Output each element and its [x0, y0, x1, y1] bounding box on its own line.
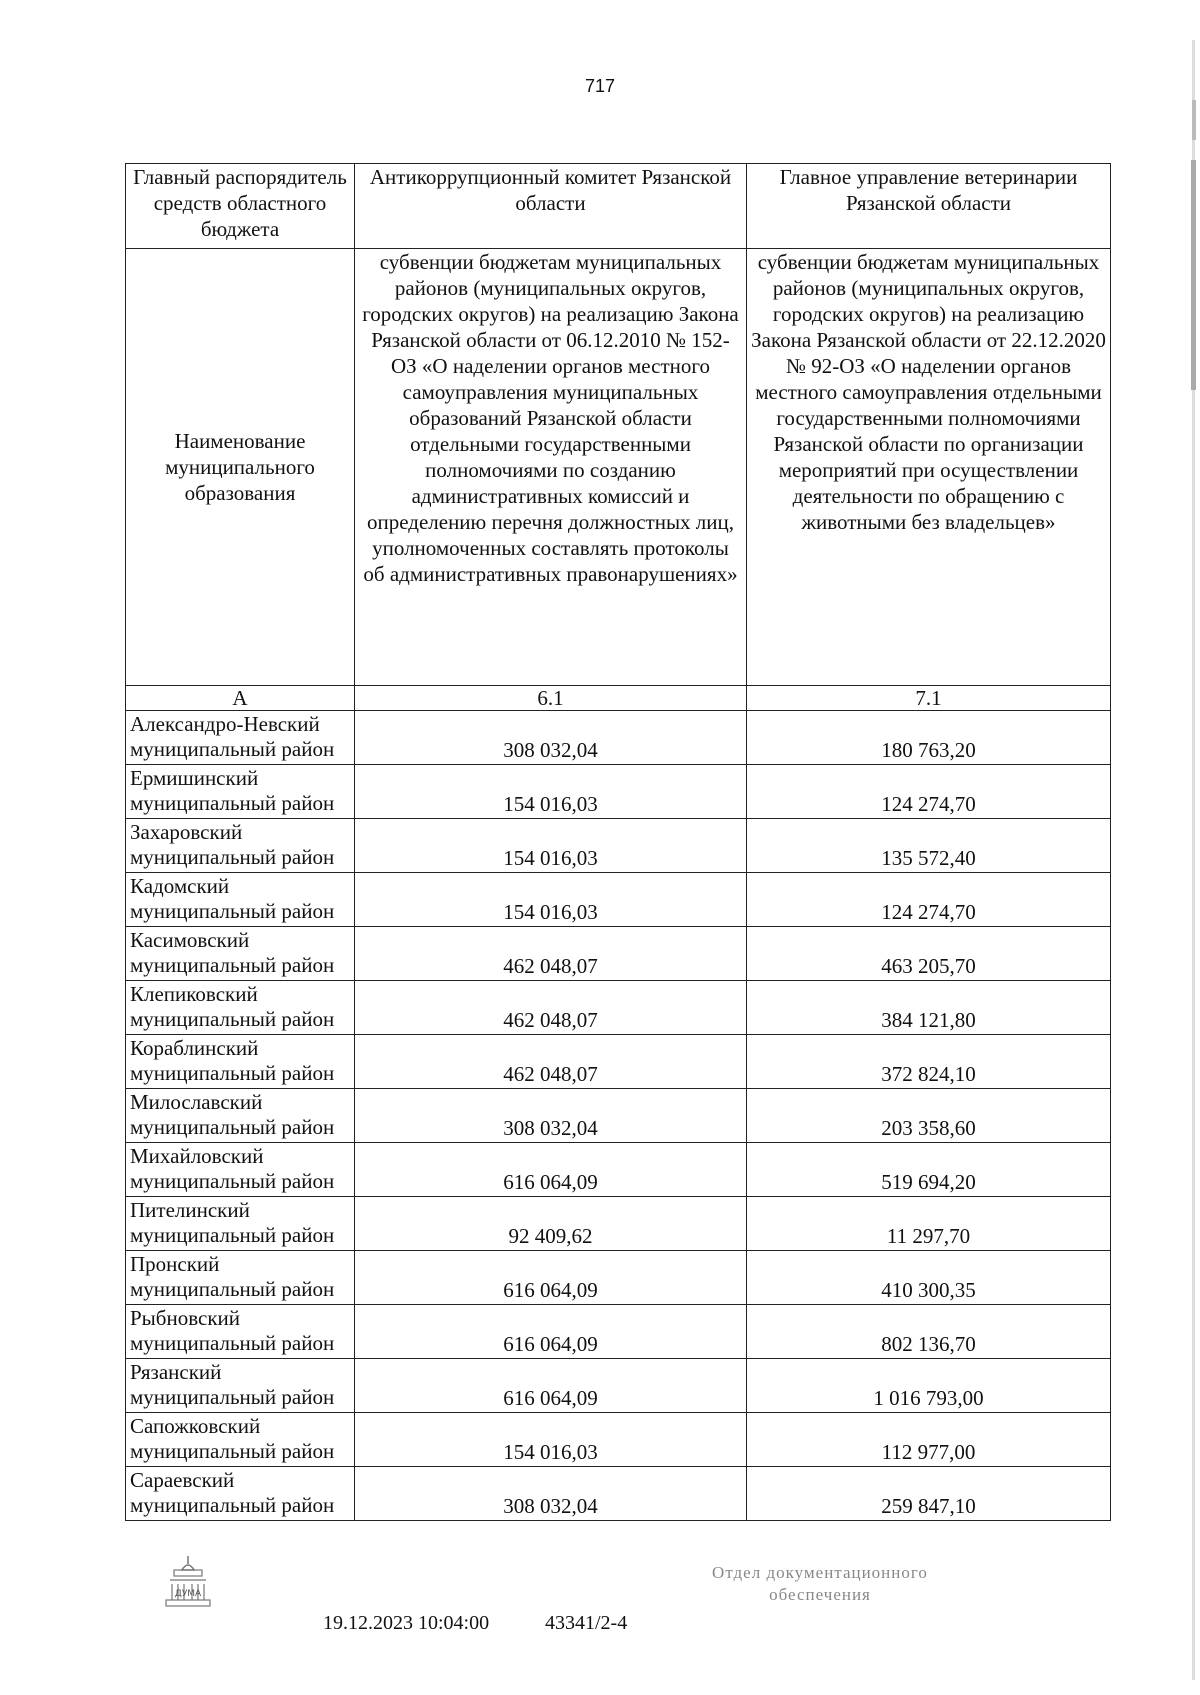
anticorruption-amount-cell: 308 032,04: [355, 1467, 747, 1521]
veterinary-amount-cell: 259 847,10: [747, 1467, 1111, 1521]
municipality-name-cell: Касимовский муниципальный район: [126, 927, 355, 981]
duma-logo-icon: [160, 1550, 216, 1614]
veterinary-amount-cell: 124 274,70: [747, 873, 1111, 927]
table-row: [126, 819, 1111, 873]
table-row: [126, 1305, 1111, 1359]
index-cell-a: А: [126, 686, 355, 711]
table-row: [126, 1197, 1111, 1251]
veterinary-amount-cell: 1 016 793,00: [747, 1359, 1111, 1413]
scan-edge-artifact: [1186, 0, 1200, 1695]
veterinary-amount-cell: 410 300,35: [747, 1251, 1111, 1305]
anticorruption-amount-cell: 462 048,07: [355, 1035, 747, 1089]
veterinary-amount-cell: 180 763,20: [747, 711, 1111, 765]
municipality-name-cell: Пронский муниципальный район: [126, 1251, 355, 1305]
veterinary-amount-cell: 463 205,70: [747, 927, 1111, 981]
municipality-name-cell: Сапожковский муниципальный район: [126, 1413, 355, 1467]
description-cell-subvention-92: субвенции бюджетам муниципальных районов (муниципальных округов, городских округов) на реализацию Закона Рязанской области от 22.12.2020 № 92-ОЗ «О наделении органов местного самоуправления отдельными государственными полномочиями Рязанской области по организации мероприятий при осуществлении деятельности по обращению с животными без владельцев»: [747, 249, 1111, 686]
table-row: [126, 1251, 1111, 1305]
footer-doc-code: 43341/2-4: [545, 1612, 628, 1634]
table-row: [126, 1035, 1111, 1089]
table-row: [126, 765, 1111, 819]
veterinary-amount-cell: 112 977,00: [747, 1413, 1111, 1467]
table-row: [126, 873, 1111, 927]
table-header-row: [126, 164, 1111, 249]
duma-logo-text: ДУМА: [174, 1589, 202, 1599]
veterinary-amount-cell: 203 358,60: [747, 1089, 1111, 1143]
header-cell-veterinary: Главное управление ветеринарии Рязанской области: [747, 164, 1111, 249]
municipality-name-cell: Александро-Невский муниципальный район: [126, 711, 355, 765]
anticorruption-amount-cell: 308 032,04: [355, 711, 747, 765]
table-row: [126, 1413, 1111, 1467]
header-cell-anticorruption: Антикоррупционный комитет Рязанской области: [355, 164, 747, 249]
table-row: [126, 927, 1111, 981]
page-number: 717: [584, 76, 616, 96]
table-row: [126, 981, 1111, 1035]
anticorruption-amount-cell: 154 016,03: [355, 819, 747, 873]
municipality-name-cell: Кораблинский муниципальный район: [126, 1035, 355, 1089]
municipality-name-cell: Пителинский муниципальный район: [126, 1197, 355, 1251]
municipality-name-cell: Рыбновский муниципальный район: [126, 1305, 355, 1359]
anticorruption-amount-cell: 616 064,09: [355, 1251, 747, 1305]
municipality-name-cell: Захаровский муниципальный район: [126, 819, 355, 873]
index-cell-7-1: 7.1: [747, 686, 1111, 711]
anticorruption-amount-cell: 616 064,09: [355, 1305, 747, 1359]
anticorruption-amount-cell: 92 409,62: [355, 1197, 747, 1251]
table-description-row: [126, 249, 1111, 686]
municipality-name-cell: Сараевский муниципальный район: [126, 1467, 355, 1521]
description-cell-subvention-152: субвенции бюджетам муниципальных районов (муниципальных округов, городских округов) на реализацию Закона Рязанской области от 06.12.2010 № 152-ОЗ «О наделении органов местного самоуправления муниципальных образований Рязанской области отдельными государственными полномочиями по созданию административных комиссий и определению перечня должностных лиц, уполномоченных составлять протоколы об административных правонарушениях»: [355, 249, 747, 686]
department-stamp: [700, 1562, 940, 1606]
municipality-name-cell: Милославский муниципальный район: [126, 1089, 355, 1143]
anticorruption-amount-cell: 462 048,07: [355, 981, 747, 1035]
municipality-name-cell: Кадомский муниципальный район: [126, 873, 355, 927]
budget-table: [125, 163, 1111, 1521]
index-cell-6-1: 6.1: [355, 686, 747, 711]
anticorruption-amount-cell: 616 064,09: [355, 1143, 747, 1197]
table-row: [126, 1089, 1111, 1143]
stamp-line-2: обеспечения: [769, 1585, 871, 1604]
anticorruption-amount-cell: 154 016,03: [355, 1413, 747, 1467]
municipality-name-cell: Ермишинский муниципальный район: [126, 765, 355, 819]
table-row: [126, 1143, 1111, 1197]
municipality-name-cell: Рязанский муниципальный район: [126, 1359, 355, 1413]
footer-datetime: 19.12.2023 10:04:00: [323, 1612, 490, 1634]
stamp-line-1: Отдел документационного: [712, 1563, 928, 1582]
veterinary-amount-cell: 802 136,70: [747, 1305, 1111, 1359]
header-cell-distributor: Главный распорядитель средств областного бюджета: [126, 164, 355, 249]
table-index-row: [126, 686, 1111, 711]
table-row: [126, 1359, 1111, 1413]
table-row: [126, 711, 1111, 765]
municipality-name-cell: Михайловский муниципальный район: [126, 1143, 355, 1197]
anticorruption-amount-cell: 462 048,07: [355, 927, 747, 981]
anticorruption-amount-cell: 308 032,04: [355, 1089, 747, 1143]
municipality-name-cell: Клепиковский муниципальный район: [126, 981, 355, 1035]
anticorruption-amount-cell: 616 064,09: [355, 1359, 747, 1413]
veterinary-amount-cell: 135 572,40: [747, 819, 1111, 873]
anticorruption-amount-cell: 154 016,03: [355, 765, 747, 819]
table-row: [126, 1467, 1111, 1521]
anticorruption-amount-cell: 154 016,03: [355, 873, 747, 927]
veterinary-amount-cell: 519 694,20: [747, 1143, 1111, 1197]
veterinary-amount-cell: 124 274,70: [747, 765, 1111, 819]
veterinary-amount-cell: 372 824,10: [747, 1035, 1111, 1089]
description-cell-municipality: Наименование муниципального образования: [126, 249, 355, 686]
veterinary-amount-cell: 384 121,80: [747, 981, 1111, 1035]
veterinary-amount-cell: 11 297,70: [747, 1197, 1111, 1251]
